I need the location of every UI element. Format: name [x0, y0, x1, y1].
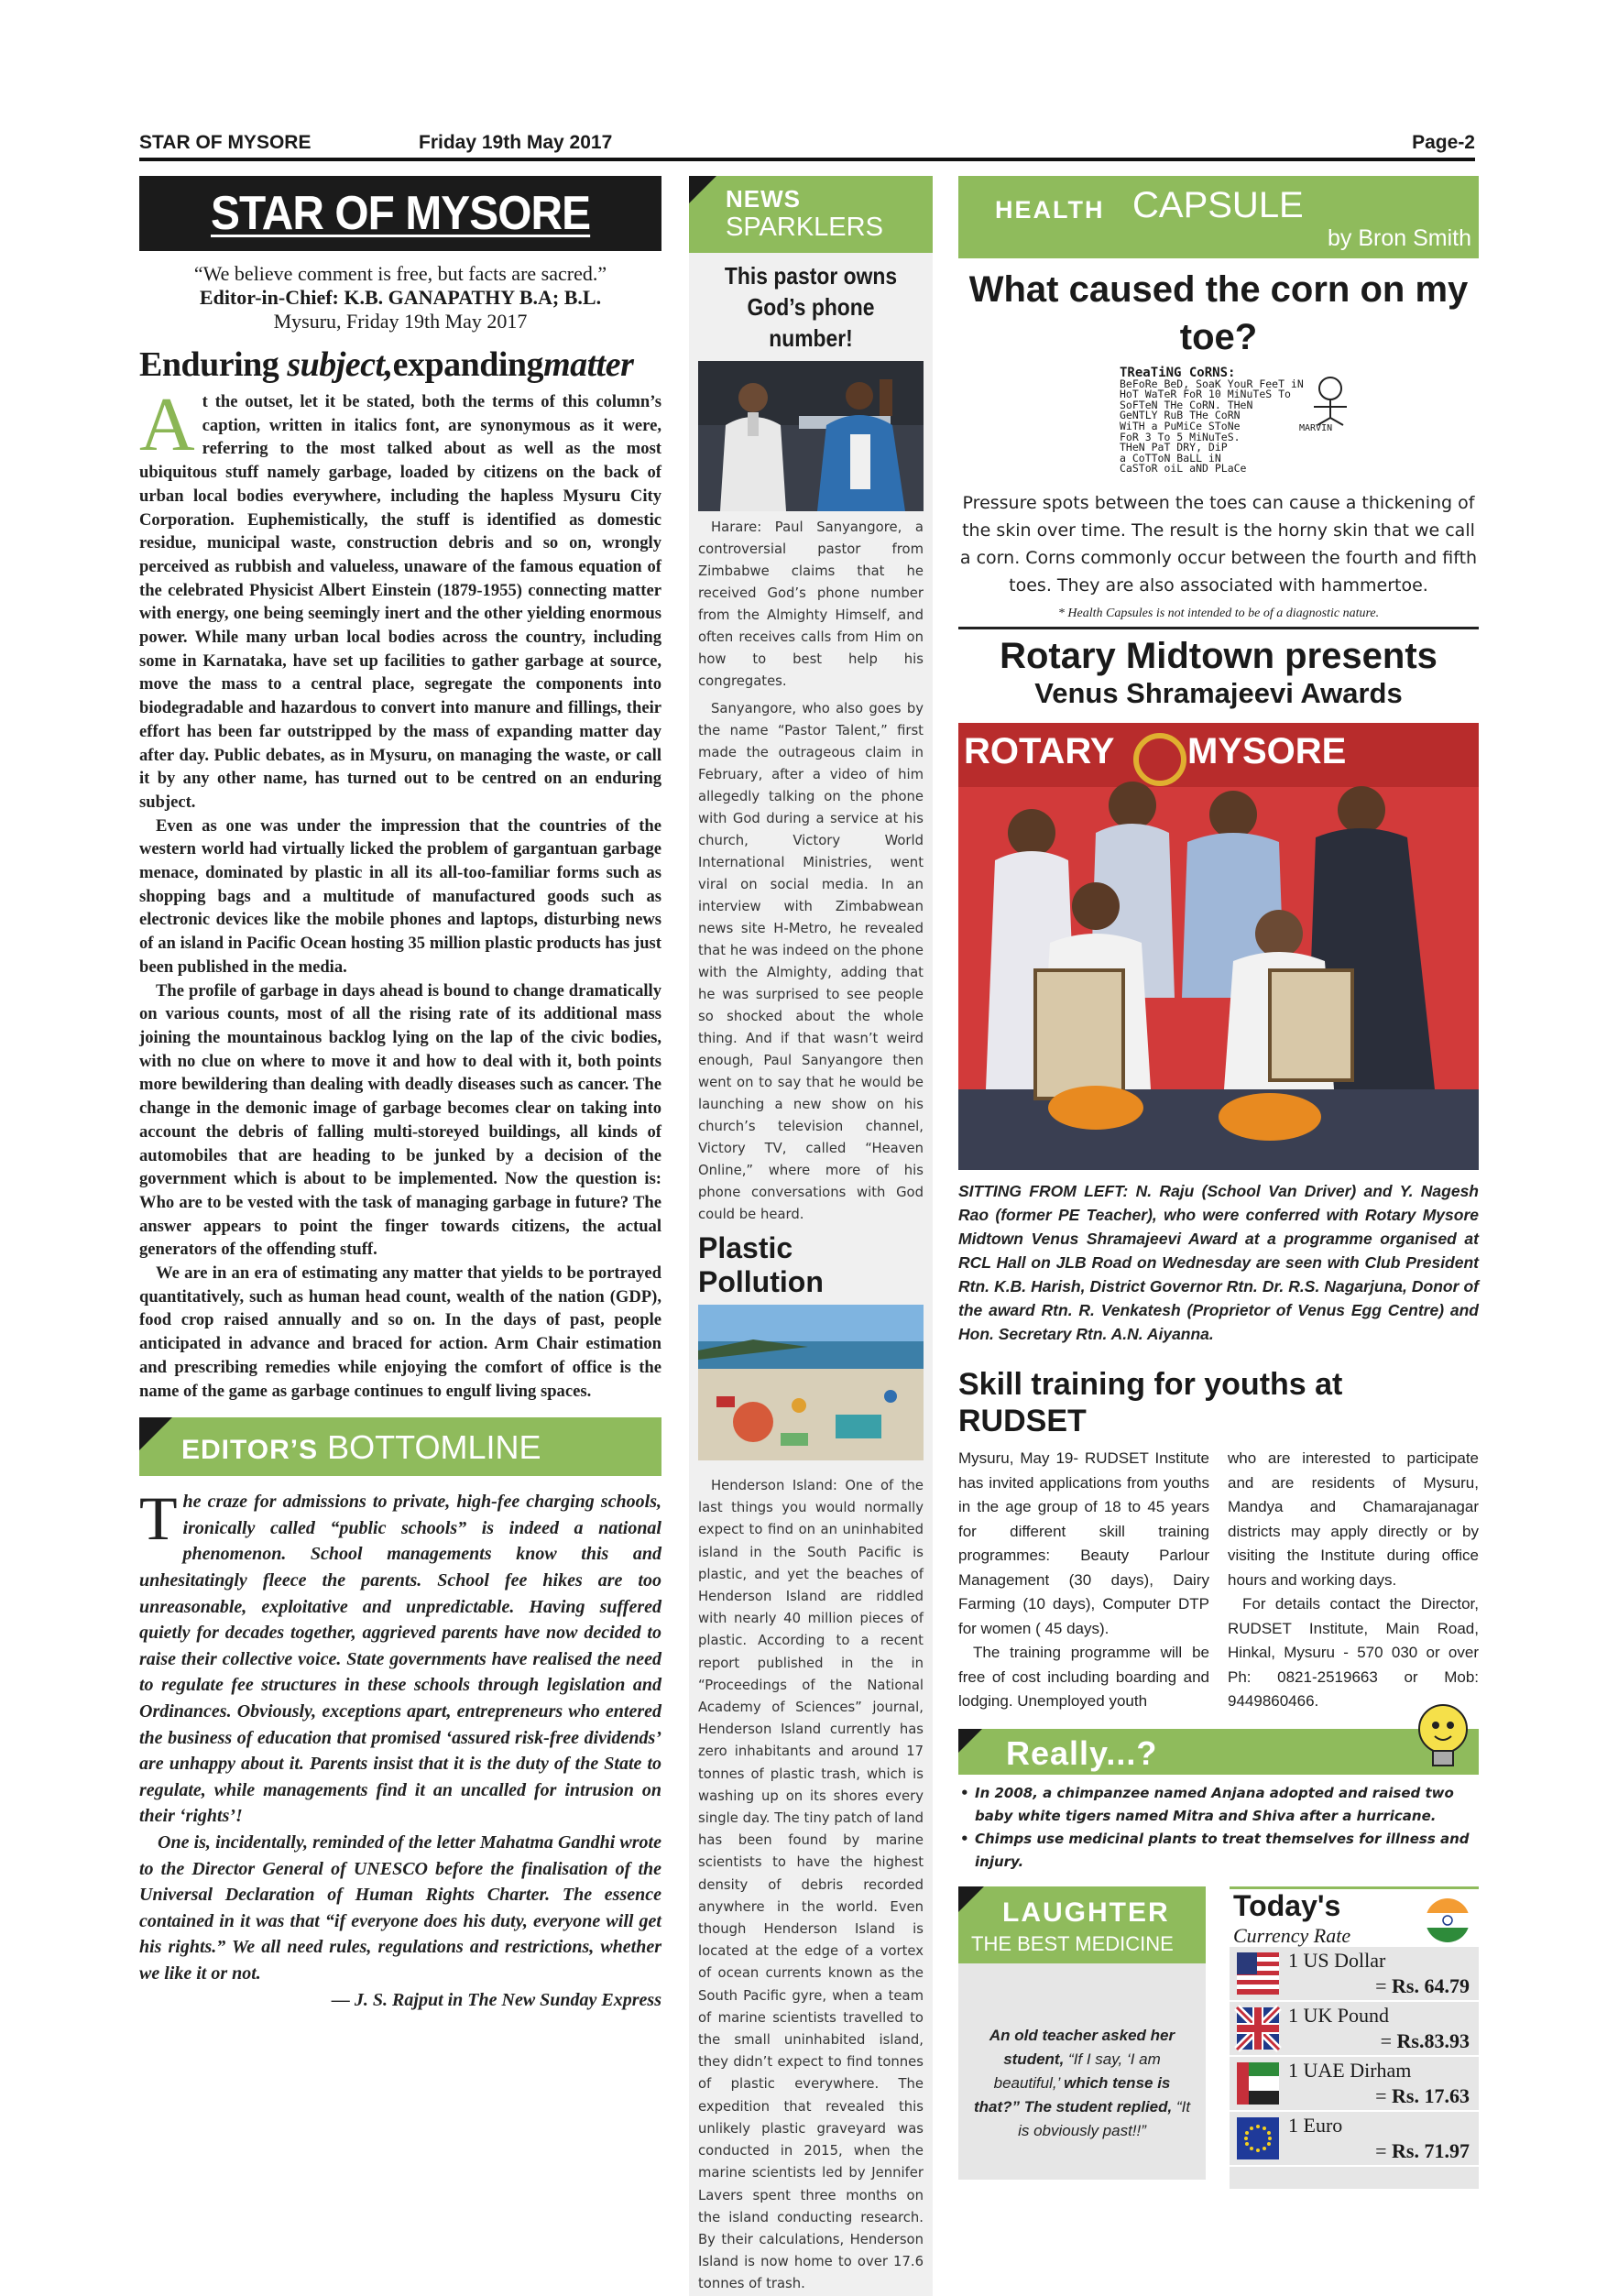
- rudset-paragraph: For details contact the Director, RUDSET Institute, Main Road, Hinkal, Mysuru - 570 030 or over Ph: 0821-2519663 or Mob: 9449860466.: [1228, 1595, 1479, 1710]
- pastor-paragraph: Harare: Paul Sanyangore, a controversial pastor from Zimbabwe claims that he received God’s phone number from the Almighty Himself, and often receives calls from Him on how to best help his congregates.: [698, 519, 924, 689]
- pastor-photo: [698, 361, 924, 511]
- place-date: Mysuru, Friday 19th May 2017: [273, 310, 528, 333]
- cartoon-signature: MARVIN: [1299, 423, 1333, 433]
- rudset-paragraph: Mysuru, May 19- RUDSET Institute has invited applications from youths in the age group of 18 to 45 years for different skill training programmes: Beauty Parlour Management (30 days), Dairy Farming (10 days), Computer DTP for women ( 45 days).: [958, 1449, 1209, 1637]
- currency-header: Today's Currency Rate: [1230, 1886, 1479, 1947]
- bottomline-body: [139, 1483, 661, 2013]
- joke-text: An old teacher asked her student, “If I say, ‘I am beautiful,’ which tense is that?” The student replied, “It is obviously past!!”: [973, 2026, 1191, 2139]
- list-item: • Chimps use medicinal plants to treat themselves for illness and injury.: [958, 1828, 1479, 1874]
- rotary-headline: Rotary Midtown presents: [1000, 636, 1438, 676]
- page-header: [139, 132, 1475, 161]
- header-publication: STAR OF MYSORE: [139, 132, 312, 153]
- rotary-caption: SITTING FROM LEFT: N. Raju (School Van Driver) and Y. Nagesh Rao (former PE Teacher), who were conferred with Rotary Mysore Midtown Venus Shramajeevi Award at a programme organised at RCL Hall on JLB Road on Wednesday are seen with Club President Rtn. K.B. Harish, District Governor Rtn. Dr. R.S. Nagarjuna, Donor of the award Rtn. R. Venkatesh (Proprietor of Venus Egg Centre) and Hon. Secretary Rtn. A.N. Aiyanna.: [958, 1182, 1479, 1343]
- currency-row: 1 US Dollar = Rs. 64.79: [1230, 1947, 1479, 2002]
- lightbulb-icon: [1407, 1696, 1479, 1773]
- bottomline-paragraph: he craze for admissions to private, high-fee charging schools, ironically called “public schools” is indeed a national phenomenon. School managements know this and unhesitatingly fleece the parents. School fee hikes are too unreasonable, exploitative and unpredictable. Having suffered quietly for decades together, aggrieved parents have now decided to raise their collective voice. State governments have realised the need to regulate fee structures in these schools through legislation and Ordinances. Obviously, exceptions apart, entrepreneurs who entered the business of education that promised ‘assured risk-free dividends’ are unhappy about it. Parents insist that it is the duty of the State to regulate, while managements find it an uncalled for intrusion on their ‘rights’!: [139, 1492, 661, 1827]
- corn-cartoon: TReaTiNG CoRNS: BeFoRe BeD, SoaK YouR FeeT iN HoT WaTeR FoR 10 MiNuTeS To SoFTeN THe CoRN. THeN GeNTLY RuB THe CoRN WiTH a PuMiCe SToNe FoR 3 To 5 MiNuTeS. THeN PaT DRY, DiP a CoTToN BaLL iN CaSToR oiL aND PLaCe MARVIN: [1120, 368, 1365, 475]
- pastor-headline: This pastor owns God’s phone number!: [724, 262, 898, 352]
- photo-banner-text: ROTARY: [964, 731, 1115, 771]
- pastor-paragraph: Sanyangore, who also goes by the name “Pastor Talent,” first made the outrageous claim in February, after a video of him allegedly talking on the phone with God during a service at his church, Victory World International Ministries, went viral on social media. In an interview with Zimbabwean news site H-Metro, he revealed that he was indeed on the phone with the Almighty, adding that he was surprised to see people so shocked about the whole thing. And if that wasn’t weird enough, Paul Sanyangore then went on to say that he would be launching a new show on his church’s television channel, Victory TV, called “Heaven Online,” where more of his phone conversations with God could be heard.: [698, 701, 924, 1222]
- divider: [958, 627, 1479, 629]
- masthead: [139, 176, 661, 251]
- editorial-headline: Enduring subject,expandingmatter: [139, 345, 634, 384]
- india-flag-icon: [1424, 1897, 1471, 1944]
- really-list: [958, 1782, 1479, 1874]
- masthead-title: STAR OF MYSORE: [210, 187, 591, 240]
- plastic-pollution-headline: Plastic Pollution: [698, 1231, 824, 1298]
- really-banner: Really...?: [958, 1729, 1479, 1775]
- news-sparklers-column: [689, 176, 933, 2296]
- editorial-dropcap: A: [139, 382, 195, 467]
- rotary-photo: [958, 723, 1479, 1170]
- cartoon-title: TReaTiNG CoRNS:: [1120, 366, 1236, 380]
- list-item: • In 2008, a chimpanzee named Anjana adopted and raised two baby white tigers named Mitra and Shiva after a hurricane.: [958, 1782, 1479, 1828]
- health-question: What caused the corn on my toe?: [968, 269, 1469, 357]
- news-sparklers-panel: [689, 253, 933, 2296]
- news-sparklers-banner: NEWS SPARKLERS: [689, 176, 933, 253]
- rotary-subheadline: Venus Shramajeevi Awards: [1034, 677, 1403, 709]
- right-column: [958, 176, 1479, 2180]
- bottomline-paragraph: One is, incidentally, reminded of the letter Mahatma Gandhi wrote to the Director General of UNESCO before the finalisation of the Universal Declaration of Human Rights Charter. The essence contained in it was that “if everyone does his duty, everyone will get his rights.” We all need rules, regulations and restrictions, whether we like it or not.: [139, 1831, 661, 1984]
- editorial-body: [139, 382, 661, 1403]
- laughter-banner: LAUGHTER THE BEST MEDICINE: [958, 1886, 1206, 1963]
- eu-flag-icon: [1237, 2117, 1279, 2159]
- bottomline-source: — J. S. Rajput in The New Sunday Express: [331, 1989, 661, 2010]
- editorial-column: [139, 176, 661, 2013]
- currency-row: 1 UAE Dirham = Rs. 17.63: [1230, 2057, 1479, 2112]
- rudset-headline: Skill training for youths at RUDSET: [958, 1367, 1343, 1438]
- editorial-paragraph: Even as one was under the impression that the countries of the western world had virtually licked the problem of gargantuan garbage menace, dominated by plastic in all its all-too-familiar forms such as shopping bags and a multitude of manufactured goods such as electronic devices like the mobile phones and laptops, disturbing news of an island in Pacific Ocean hosting 35 million plastic products has just been published in the media.: [139, 815, 661, 977]
- rudset-paragraph: The training programme will be free of cost including boarding and lodging. Unemployed youth: [958, 1644, 1209, 1710]
- plastic-pollution-story: Henderson Island: One of the last things you would normally expect to find on an uninhabited island in the South Pacific is plastic, and yet the beaches of Henderson Island are riddled with nearly 40 million pieces of plastic. According to a recent report published in the in “Proceedings of the National Academy of Sciences” journal, Henderson Island currently has zero inhabitants and around 17 tonnes of plastic trash, which is washing up on its shores every single day. The tiny patch of land has been found by marine scientists to have the highest density of debris recorded anywhere in the world. Even though Henderson Island is located at the edge of a vortex of ocean currents known as the South Pacific gyre, when a team of marine scientists travelled to the small uninhabited island, they didn’t expect to find tonnes of plastic everywhere. The expedition that revealed this unlikely plastic graveyard was conducted in 2015, when the marine scientists led by Jennifer Lavers spent three months on the island conducting research. By their calculations, Henderson Island is now home to over 17.6 tonnes of trash.: [698, 1478, 924, 2292]
- uae-flag-icon: [1237, 2062, 1279, 2105]
- editorial-paragraph: The profile of garbage in days ahead is bound to change dramatically on various counts, most of all the rising rate of its additional mass joining the mountainous backlog lying on the lap of the civic bodies, with no clue on where to move it and how to deal with it, both points more bewildering than dealing with deadly diseases such as cancer. The change in the demonic image of garbage becomes clear on taking into account the debris of falling multi-storeyed buildings, all kinds of automobiles that are heading to be junked by a decision of the government which is about to be implemented. Now the question is: Who are to be vested with the task of managing garbage in future? The answer appears to point the finger towards citizens, the actual generators of the offending stuff.: [139, 980, 661, 1260]
- currency-row: 1 Euro = Rs. 71.97: [1230, 2112, 1479, 2167]
- currency-rate-box: [1230, 1886, 1479, 2189]
- photo-banner-text-2: MYSORE: [1187, 731, 1347, 771]
- bottomline-dropcap: T: [139, 1483, 178, 1554]
- rudset-paragraph: who are interested to participate and are residents of Mysuru, Mandya and Chamarajanagar districts may apply directly or by visiting the Institute during office hours and working days.: [1228, 1449, 1479, 1589]
- pastor-story: [698, 517, 924, 1226]
- health-disclaimer: * Health Capsules is not intended to be of a diagnostic nature.: [1057, 607, 1380, 620]
- rudset-story: [958, 1447, 1479, 1714]
- health-capsule-banner: HEALTH CAPSULE by Bron Smith: [958, 176, 1479, 258]
- bottom-boxes: [958, 1886, 1479, 2180]
- beach-photo: [698, 1305, 924, 1460]
- laughter-box: [958, 1886, 1206, 2180]
- masthead-info: [139, 262, 661, 333]
- uk-flag-icon: [1237, 2007, 1279, 2050]
- editorial-paragraph: We are in an era of estimating any matter that yields to be portrayed quantitatively, such as human head count, wealth of the nation (GDP), food crop raised annually and so on. In the days of past, people anticipated in advance and braced for action. Arm Chair estimation and prescribing remedies while enjoying the comfort of office is the name of the game as garbage continues to engulf living spaces.: [139, 1263, 661, 1401]
- editorial-paragraph: t the outset, let it be stated, both the terms of this column’s caption, written in italics font, are synonymous as it were, referring to the most talked about as well as the most ubiquitous stuff namely garbage, loaded by citizens on the back of urban local bodies everywhere, including the hapless Mysuru City Corporation. Euphemistically, the stuff is identified as domestic residue, municipal waste, construction debris and so on, wrongly perceived as rubbish and valueless, unaware of the famous equation of the celebrated Physicist Albert Einstein (1879-1955) connecting matter with energy, one being seemingly inert and the other yielding enormous power. While many urban local bodies across the country, including some in Karnataka, have set up facilities to gather garbage at source, move the mass to a central place, segregate the components into biodegradable and hazardous to convert into manure and fillings, their effort has been far outstripped by the mass of expanding matter day after day. Public debates, as in Mysuru, on managing the waste, or call it by any other name, has turned out to be centred on an enduring subject.: [139, 392, 661, 812]
- currency-row: 1 UK Pound = Rs.83.93: [1230, 2002, 1479, 2057]
- us-flag-icon: [1237, 1952, 1279, 1995]
- editor-in-chief: Editor-in-Chief: K.B. GANAPATHY B.A; B.L.: [199, 286, 602, 309]
- cartoon-figure-icon: [1294, 374, 1365, 425]
- editors-bottomline-banner: EDITOR’S BOTTOMLINE: [139, 1417, 661, 1476]
- motto: “We believe comment is free, but facts are sacred.”: [193, 262, 607, 285]
- header-date: Friday 19th May 2017: [419, 132, 613, 153]
- header-page-number: Page-2: [1412, 132, 1475, 153]
- health-text: Pressure spots between the toes can cause a thickening of the skin over time. The result is the horny skin that we call a corn. Corns commonly occur between the fourth and fifth toes. They are also associated with hammertoe.: [959, 493, 1478, 596]
